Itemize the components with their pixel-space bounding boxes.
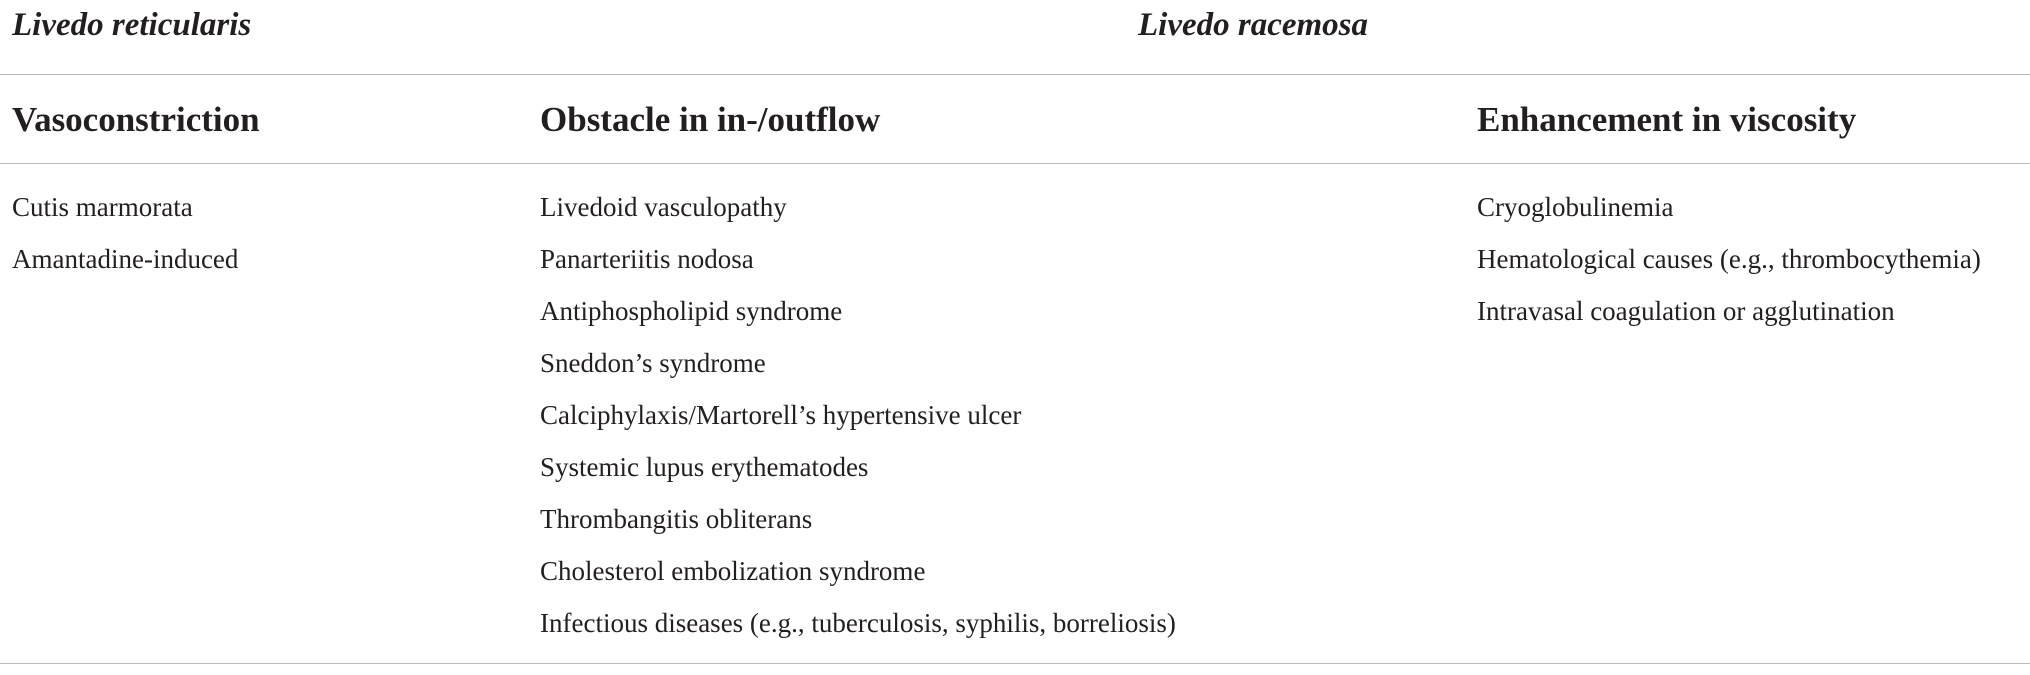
table-cell: Antiphospholipid syndrome: [540, 296, 843, 326]
table-cell: Sneddon’s syndrome: [540, 348, 766, 378]
table-cell: Intravasal coagulation or agglutination: [1477, 296, 1895, 326]
table-cell: Cryoglobulinemia: [1477, 192, 1674, 222]
vasoconstriction-list: [12, 187, 238, 291]
table-bottom-rule: [0, 663, 2030, 664]
table-cell: Panarteriitis nodosa: [540, 244, 754, 274]
table-cell: Livedoid vasculopathy: [540, 192, 787, 222]
table-cell: Infectious diseases (e.g., tuberculosis, syphilis, borreliosis): [540, 608, 1176, 638]
table-cell: Cutis marmorata: [12, 192, 193, 222]
column-header-obstacle-in-outflow: Obstacle in in-/outflow: [540, 100, 881, 139]
table-cell: Amantadine-induced: [12, 244, 239, 274]
group-header-livedo-racemosa: Livedo racemosa: [1138, 6, 1369, 43]
obstacle-in-outflow-list: [540, 187, 1176, 655]
header-divider-top: [0, 74, 2030, 75]
table-cell: Systemic lupus erythematodes: [540, 452, 869, 482]
group-header-livedo-reticularis: Livedo reticularis: [12, 6, 252, 43]
table-cell: Calciphylaxis/Martorell’s hypertensive ulcer: [540, 400, 1022, 430]
enhancement-in-viscosity-list: [1477, 187, 1981, 343]
column-header-vasoconstriction: Vasoconstriction: [12, 100, 260, 139]
header-divider-bottom: [0, 163, 2030, 164]
column-header-enhancement-in-viscosity: Enhancement in viscosity: [1477, 100, 1857, 139]
table-cell: Cholesterol embolization syndrome: [540, 556, 926, 586]
table-cell: Thrombangitis obliterans: [540, 504, 813, 534]
table-cell: Hematological causes (e.g., thrombocythemia): [1477, 244, 1981, 274]
